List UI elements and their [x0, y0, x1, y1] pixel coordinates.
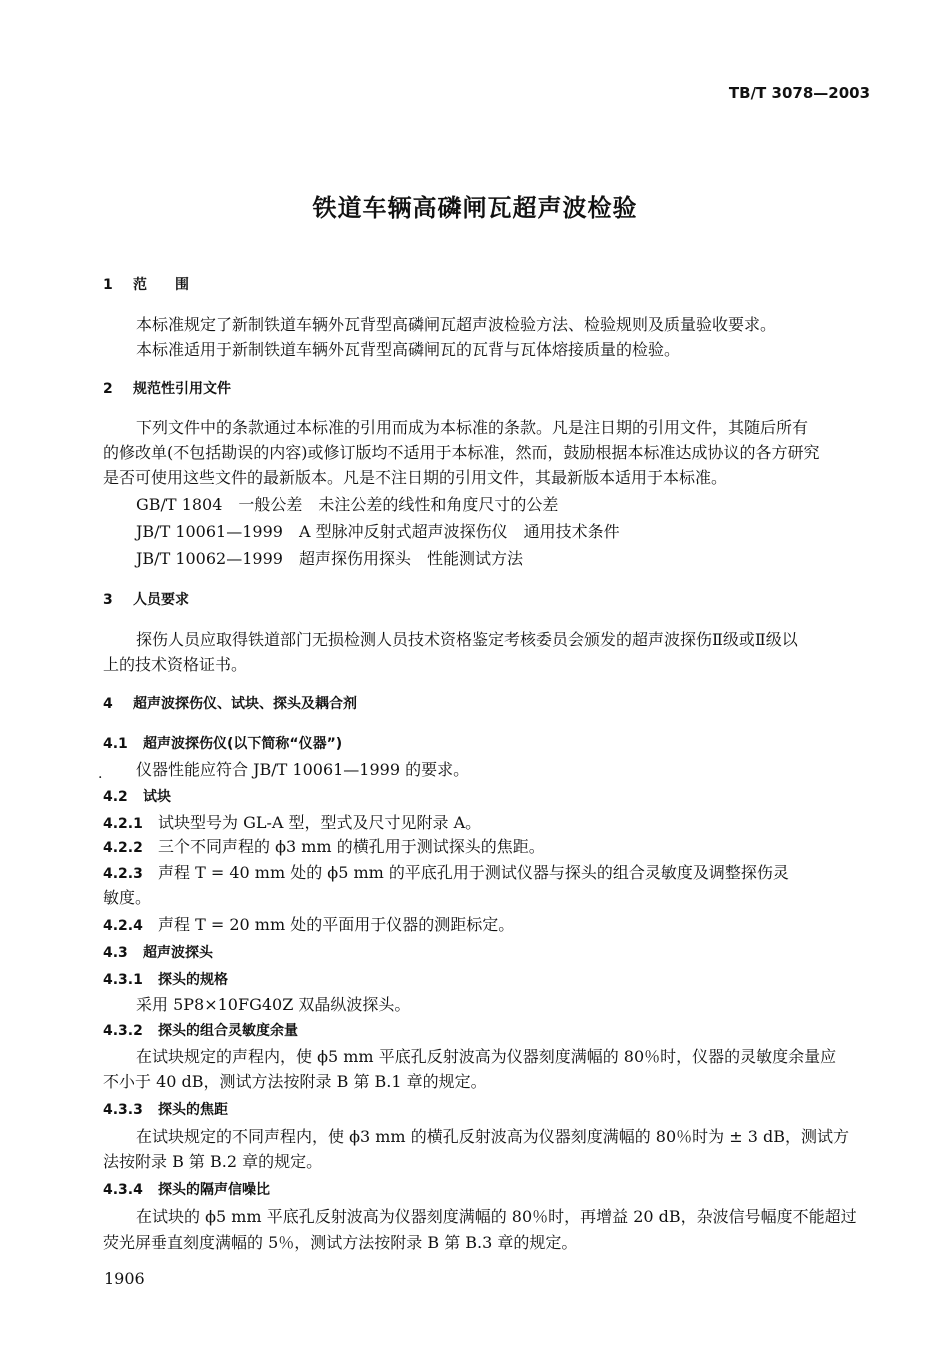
document-title: 铁道车辆高磷闸瓦超声波检验 [312, 194, 638, 222]
paragraph-line: 仪器性能应符合 JB/T 10061—1999 的要求。 [136, 760, 470, 779]
section-title: 超声波探伤仪、试块、探头及耦合剂 [133, 696, 357, 712]
clause-number: 4.2.2 [103, 840, 143, 856]
standard-number: TB/T 3078—2003 [728, 84, 870, 102]
clause-title: 探头的焦距 [158, 1102, 228, 1118]
paragraph-line: 不小于 40 dB，测试方法按附录 B 第 B.1 章的规定。 [103, 1072, 487, 1091]
paragraph-line: 法按附录 B 第 B.2 章的规定。 [103, 1152, 323, 1171]
clause-4-3-1-heading [103, 970, 228, 990]
reference-item: JB/T 10061—1999 A 型脉冲反射式超声波探伤仪 通用技术条件 [136, 522, 620, 541]
section-1-heading [103, 275, 189, 295]
subsection-title: 超声波探伤仪(以下简称“仪器”) [143, 736, 343, 752]
clause-title: 探头的隔声信噪比 [158, 1182, 270, 1198]
section-title: 人员要求 [133, 592, 189, 608]
subsection-4-3-heading [103, 943, 213, 963]
clause-4-2-3 [103, 863, 789, 884]
paragraph-line: 本标准适用于新制铁道车辆外瓦背型高磷闸瓦的瓦背与瓦体熔接质量的检验。 [136, 340, 681, 359]
section-3-heading [103, 590, 189, 610]
section-title: 范 围 [133, 277, 189, 293]
paragraph-line: 在试块规定的声程内，使 ϕ5 mm 平底孔反射波高为仪器刻度满幅的 80％时，仪器的灵敏度余量应 [136, 1047, 837, 1066]
reference-item: JB/T 10062—1999 超声探伤用探头 性能测试方法 [136, 549, 523, 568]
section-number: 4 [103, 696, 113, 712]
clause-title: 探头的规格 [158, 972, 228, 988]
clause-number: 4.2.4 [103, 918, 143, 934]
clause-4-2-4 [103, 915, 514, 936]
subsection-number: 4.1 [103, 736, 128, 752]
paragraph-line: 敏度。 [103, 888, 152, 907]
paragraph-line: 采用 5P8×10FG40Z 双晶纵波探头。 [136, 995, 411, 1014]
clause-4-3-4-heading [103, 1180, 270, 1200]
clause-4-2-1 [103, 813, 481, 834]
clause-4-3-2-heading [103, 1021, 298, 1041]
section-title: 规范性引用文件 [133, 381, 231, 397]
paragraph-line: 下列文件中的条款通过本标准的引用而成为本标准的条款。凡是注日期的引用文件，其随后所有 [136, 418, 809, 437]
clause-number: 4.3.4 [103, 1182, 143, 1198]
clause-number: 4.3.3 [103, 1102, 143, 1118]
clause-text: 三个不同声程的 ϕ3 mm 的横孔用于测试探头的焦距。 [158, 837, 545, 856]
subsection-4-2-heading [103, 787, 171, 807]
subsection-number: 4.2 [103, 789, 128, 805]
clause-4-2-2 [103, 837, 545, 858]
subsection-number: 4.3 [103, 945, 128, 961]
clause-text: 试块型号为 GL-A 型，型式及尺寸见附录 A。 [158, 813, 482, 832]
scan-mark: . [98, 766, 103, 782]
paragraph-line: 本标准规定了新制铁道车辆外瓦背型高磷闸瓦超声波检验方法、检验规则及质量验收要求。 [136, 315, 777, 334]
reference-item: GB/T 1804 一般公差 未注公差的线性和角度尺寸的公差 [136, 495, 559, 514]
subsection-title: 试块 [143, 789, 171, 805]
clause-number: 4.2.1 [103, 816, 143, 832]
subsection-title: 超声波探头 [143, 945, 213, 961]
section-4-heading [103, 694, 357, 714]
clause-text: 声程 T = 40 mm 处的 ϕ5 mm 的平底孔用于测试仪器与探头的组合灵敏度及调整探伤灵 [158, 863, 789, 882]
paragraph-line: 探伤人员应取得铁道部门无损检测人员技术资格鉴定考核委员会颁发的超声波探伤Ⅱ级或Ⅱ级以 [136, 630, 798, 649]
clause-title: 探头的组合灵敏度余量 [158, 1023, 298, 1039]
paragraph-line: 上的技术资格证书。 [103, 655, 248, 674]
paragraph-line: 在试块的 ϕ5 mm 平底孔反射波高为仪器刻度满幅的 80％时，再增益 20 dB，杂波信号幅度不能超过 [136, 1207, 857, 1226]
page-number: 1906 [104, 1269, 145, 1288]
section-2-heading [103, 379, 231, 399]
subsection-4-1-heading [103, 734, 342, 754]
clause-text: 声程 T = 20 mm 处的平面用于仪器的测距标定。 [158, 915, 515, 934]
clause-number: 4.2.3 [103, 866, 143, 882]
clause-4-3-3-heading [103, 1100, 228, 1120]
paragraph-line: 荧光屏垂直刻度满幅的 5％，测试方法按附录 B 第 B.3 章的规定。 [103, 1233, 578, 1252]
section-number: 1 [103, 277, 113, 293]
clause-number: 4.3.1 [103, 972, 143, 988]
paragraph-line: 的修改单(不包括勘误的内容)或修订版均不适用于本标准，然而，鼓励根据本标准达成协议的各方研究 [103, 443, 820, 462]
clause-number: 4.3.2 [103, 1023, 143, 1039]
section-number: 2 [103, 381, 113, 397]
section-number: 3 [103, 592, 113, 608]
paragraph-line: 是否可使用这些文件的最新版本。凡是不注日期的引用文件，其最新版本适用于本标准。 [103, 468, 728, 487]
paragraph-line: 在试块规定的不同声程内，使 ϕ3 mm 的横孔反射波高为仪器刻度满幅的 80％时为 ± 3 dB，测试方 [136, 1127, 849, 1146]
